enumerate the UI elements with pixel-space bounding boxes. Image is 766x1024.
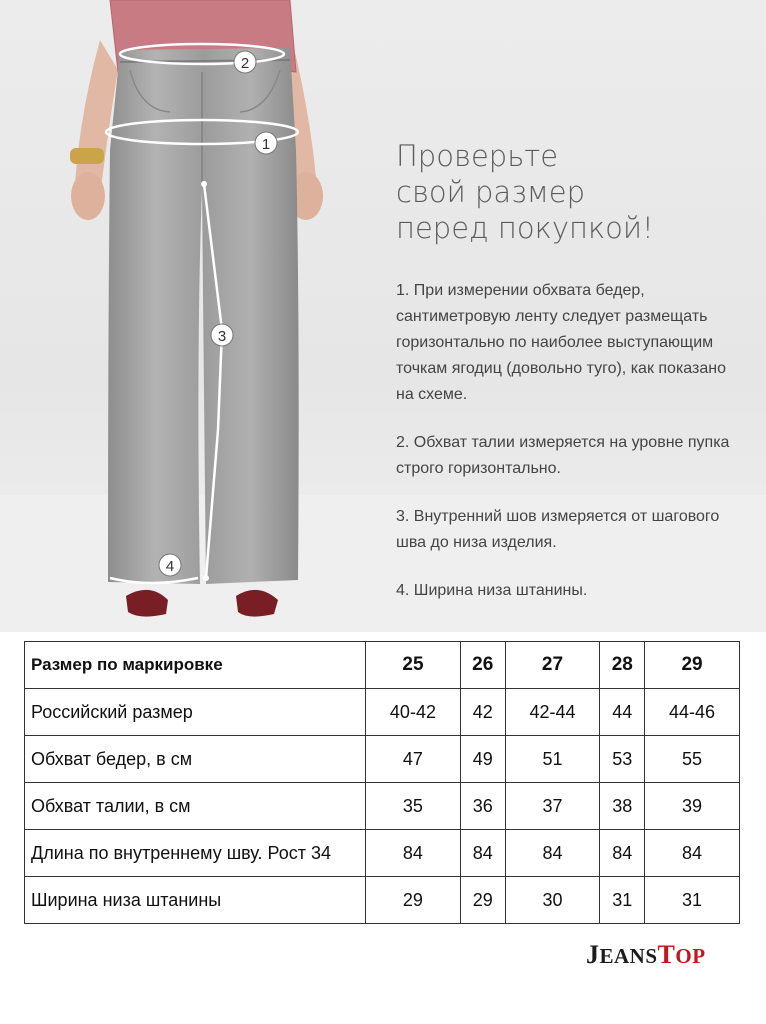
header-cell: 26 <box>460 642 505 689</box>
table-row <box>25 736 740 783</box>
table-cell: 84 <box>600 830 645 877</box>
table-cell: 84 <box>645 830 740 877</box>
headline-line-1: Проверьте <box>396 139 559 173</box>
header-cell: 28 <box>600 642 645 689</box>
table-cell: 55 <box>645 736 740 783</box>
size-table <box>24 641 740 924</box>
size-table-header <box>25 642 740 689</box>
table-cell: 47 <box>366 736 461 783</box>
table-cell: 84 <box>366 830 461 877</box>
table-row <box>25 783 740 830</box>
note-inseam: 3. Внутренний шов измеряется от шагового шва до низа изделия. <box>396 508 720 551</box>
table-cell: 38 <box>600 783 645 830</box>
table-cell: 53 <box>600 736 645 783</box>
row-label: Обхват бедер, в см <box>25 736 366 783</box>
svg-text:4: 4 <box>165 558 175 575</box>
svg-text:2: 2 <box>240 55 250 72</box>
table-cell: 44-46 <box>645 689 740 736</box>
note-hem-width: 4. Ширина низа штанины. <box>396 582 588 599</box>
table-cell: 44 <box>600 689 645 736</box>
table-cell: 36 <box>460 783 505 830</box>
measurement-notes <box>396 278 741 626</box>
svg-text:3: 3 <box>217 328 227 345</box>
row-label: Российский размер <box>25 689 366 736</box>
table-cell: 29 <box>366 877 461 924</box>
table-cell: 84 <box>460 830 505 877</box>
logo-j: J <box>586 940 600 969</box>
table-cell: 31 <box>645 877 740 924</box>
table-cell: 39 <box>645 783 740 830</box>
svg-text:1: 1 <box>261 136 271 153</box>
note-waist: 2. Обхват талии измеряется на уровне пупка строго горизонтально. <box>396 434 730 477</box>
header-cell: 27 <box>505 642 600 689</box>
table-row <box>25 689 740 736</box>
table-cell: 51 <box>505 736 600 783</box>
headline-line-2: свой размер <box>396 175 585 209</box>
table-cell: 37 <box>505 783 600 830</box>
measure-marker-2 <box>234 51 256 73</box>
table-cell: 30 <box>505 877 600 924</box>
row-label: Обхват талии, в см <box>25 783 366 830</box>
logo-op: OP <box>675 944 706 968</box>
table-cell: 31 <box>600 877 645 924</box>
table-row <box>25 830 740 877</box>
logo-eans: EANS <box>599 944 658 968</box>
measure-marker-4 <box>159 554 181 576</box>
table-cell: 42-44 <box>505 689 600 736</box>
note-hips: 1. При измерении обхвата бедер, сантиметровую ленту следует размещать горизонтально по наиболее выступающим точкам ягодиц (довольно туго), как показано на схеме. <box>396 282 726 403</box>
logo-t: T <box>657 940 676 969</box>
brand-logo <box>586 940 706 970</box>
measure-marker-3 <box>211 324 233 346</box>
table-cell: 42 <box>460 689 505 736</box>
table-cell: 35 <box>366 783 461 830</box>
measure-marker-1 <box>255 132 277 154</box>
table-cell: 49 <box>460 736 505 783</box>
table-cell: 40-42 <box>366 689 461 736</box>
table-cell: 29 <box>460 877 505 924</box>
header-cell: Размер по маркировке <box>25 642 366 689</box>
headline <box>396 138 736 246</box>
row-label: Длина по внутреннему шву. Рост 34 <box>25 830 366 877</box>
table-row <box>25 877 740 924</box>
header-cell: 29 <box>645 642 740 689</box>
headline-line-3: перед покупкой! <box>396 211 654 245</box>
row-label: Ширина низа штанины <box>25 877 366 924</box>
header-cell: 25 <box>366 642 461 689</box>
table-cell: 84 <box>505 830 600 877</box>
